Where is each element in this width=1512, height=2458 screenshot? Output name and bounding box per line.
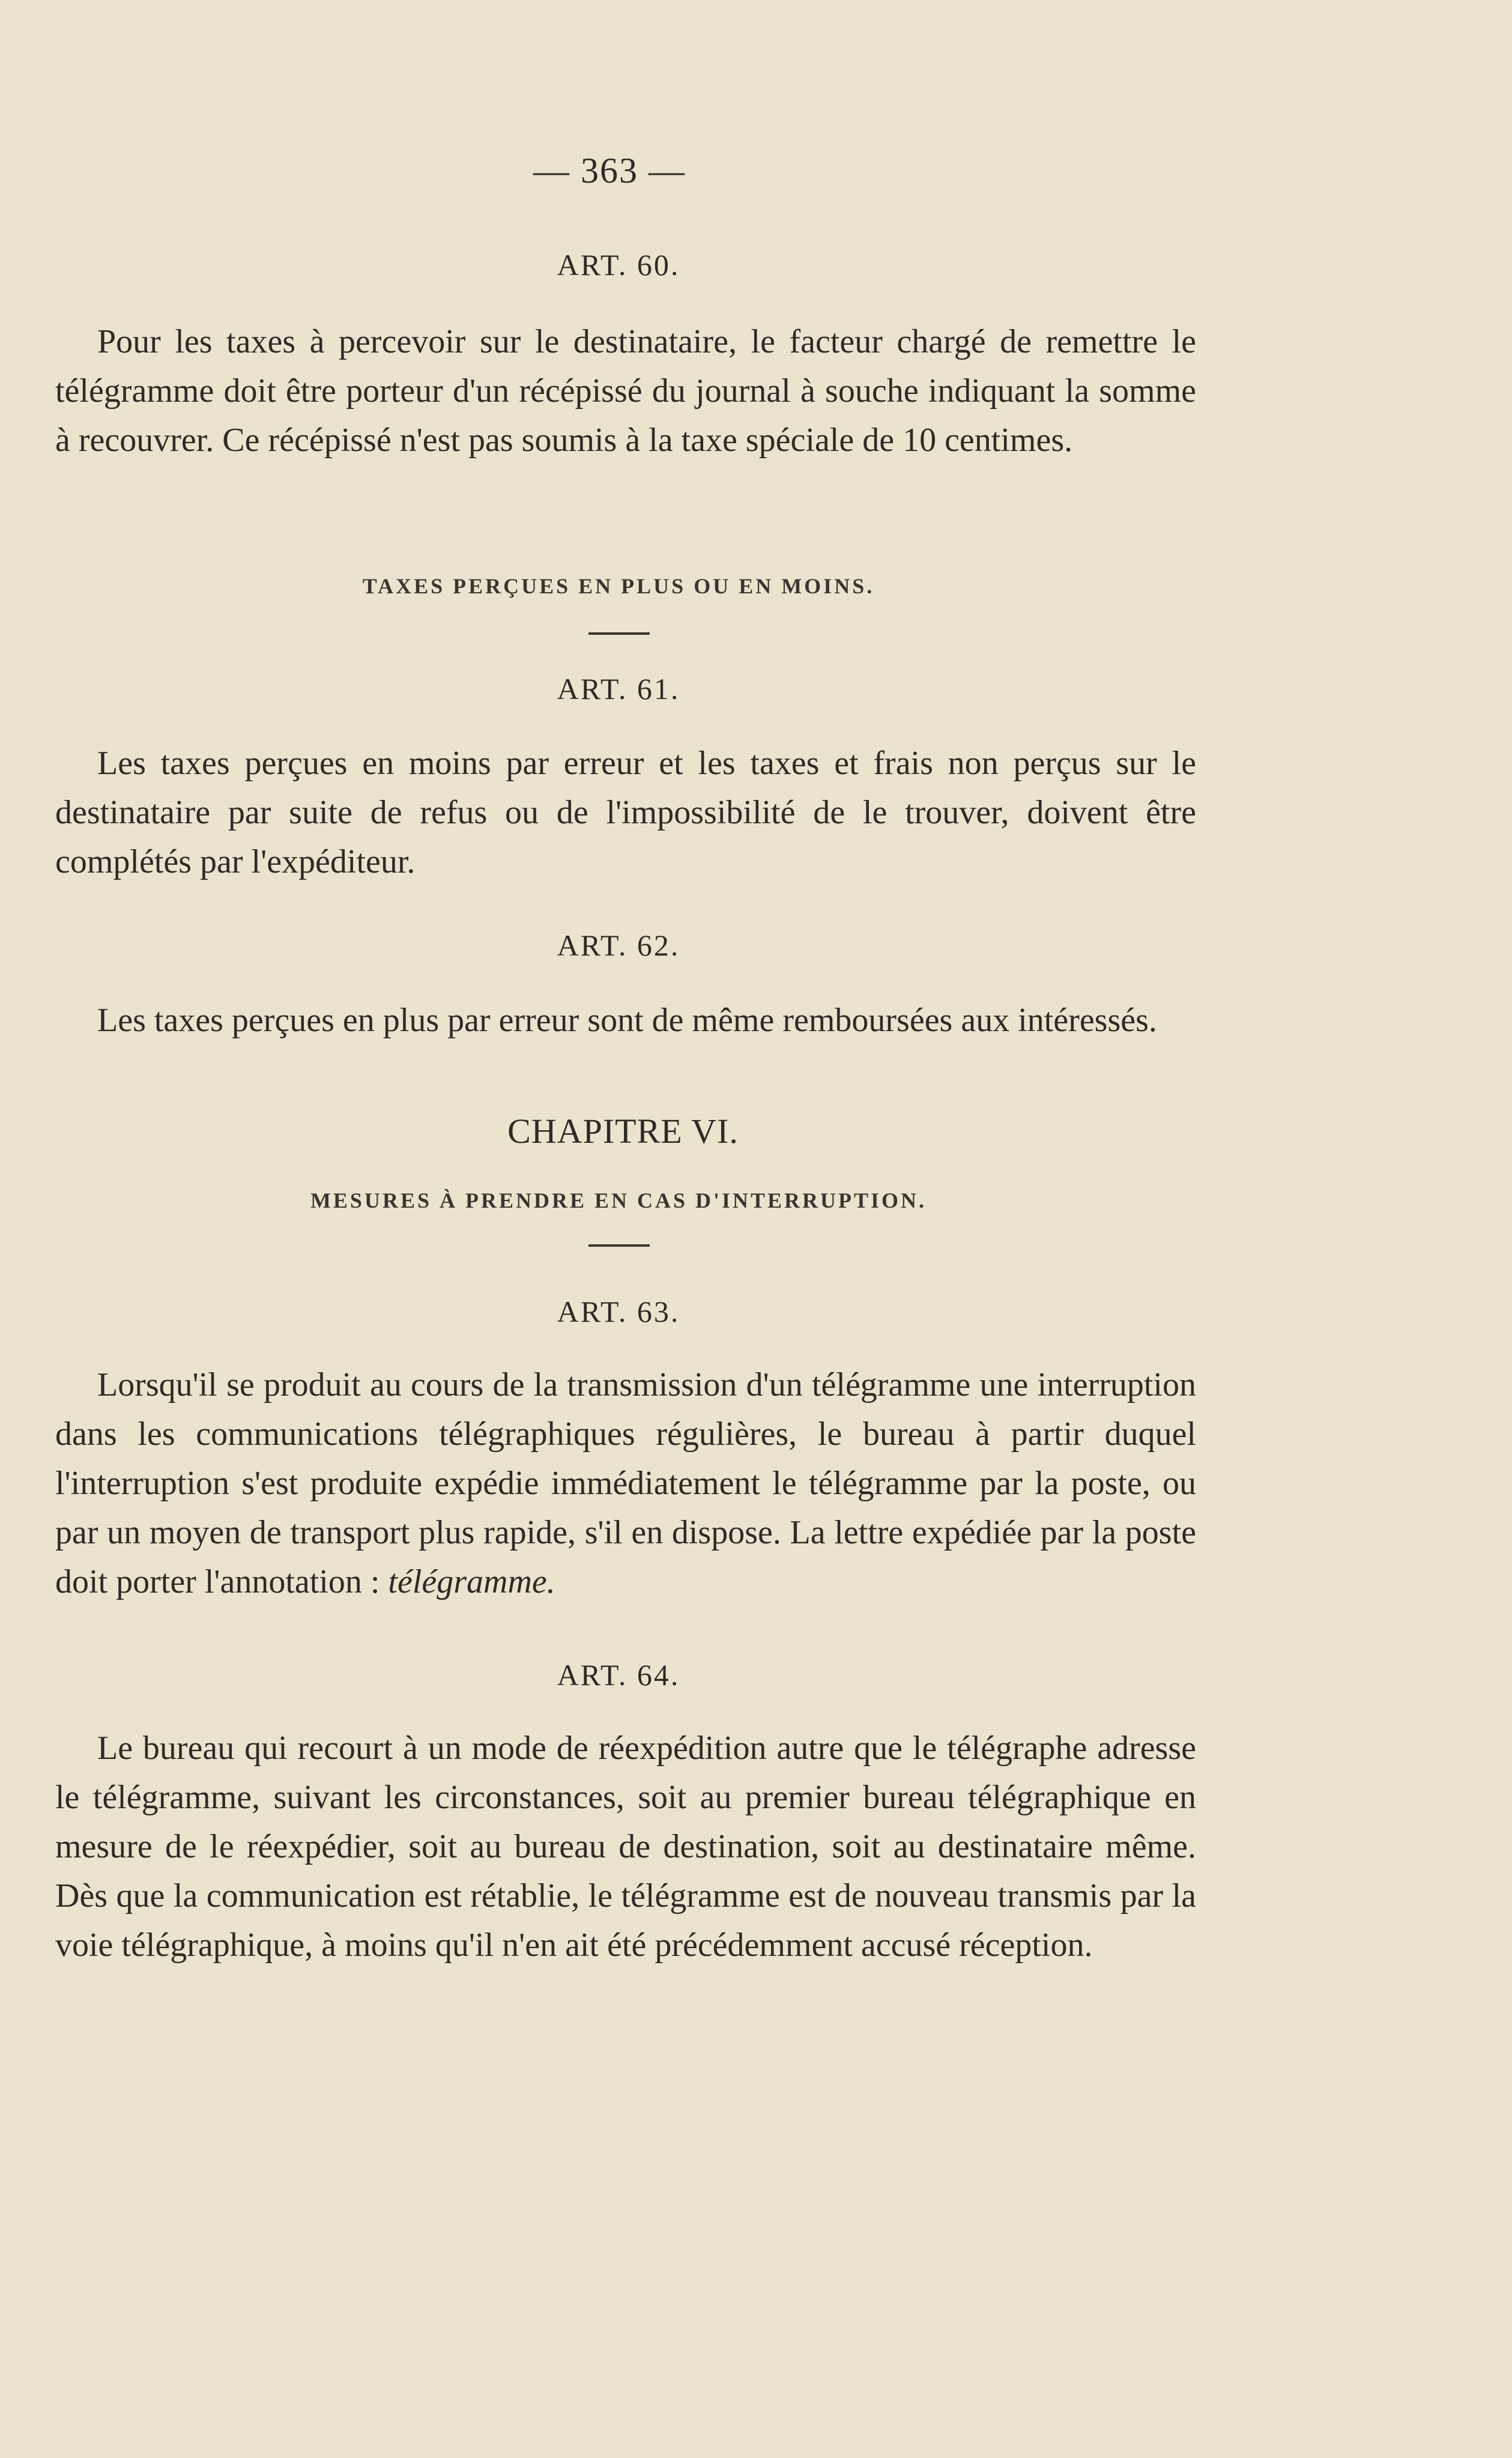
article-62-heading: ART. 62. (557, 928, 680, 962)
chapter-subtitle: MESURES À PRENDRE EN CAS D'INTERRUPTION. (310, 1188, 927, 1212)
article-61-text (55, 739, 1196, 886)
article-63-heading: ART. 63. (557, 1295, 680, 1328)
article-60-text (55, 317, 1196, 465)
article-63-body: Lorsqu'il se produit au cours de la transmission d'un télégramme une interruption dans les communications télégraphiques régulières, le bureau à partir duquel l'interruption s'est produite expédie immédiatement le télégramme par la poste, ou par un moyen de transport plus rapide, s'il en dispose. La lettre expédiée par la poste doit porter l'annotation : (55, 1366, 1196, 1600)
chapter-title: CHAPITRE VI. (507, 1112, 739, 1151)
article-64-text (55, 1724, 1196, 1970)
page-number: — 363 — (533, 151, 686, 190)
article-61-heading: ART. 61. (557, 672, 680, 706)
article-63-italic: télégramme. (388, 1563, 555, 1600)
article-63-text (55, 1360, 1196, 1606)
section-divider-1 (588, 632, 650, 635)
article-64-body: Le bureau qui recourt à un mode de réexpédition autre que le télégraphe adresse le télégramme, suivant les circonstances, soit au premier bureau télégraphique en mesure de le réexpédier, soit au bureau de destination, soit au destinataire même. Dès que la communication est rétablie, le télégramme est de nouveau transmis par la voie télégraphique, à moins qu'il n'en ait été précédemment accusé réception. (55, 1730, 1196, 1964)
article-60-heading: ART. 60. (557, 248, 680, 282)
section-title-taxes: TAXES PERÇUES EN PLUS OU EN MOINS. (362, 574, 875, 598)
article-64-heading: ART. 64. (557, 1658, 680, 1692)
article-62-text (55, 996, 1196, 1045)
article-61-body: Les taxes perçues en moins par erreur et les taxes et frais non perçus sur le destinataire par suite de refus ou de l'impossibilité de le trouver, doivent être complétés par l'expéditeur. (55, 745, 1196, 880)
section-divider-2 (588, 1244, 650, 1247)
article-62-body: Les taxes perçues en plus par erreur sont de même remboursées aux intéressés. (97, 1002, 1157, 1039)
article-60-body: Pour les taxes à percevoir sur le destinataire, le facteur chargé de remettre le télégramme doit être porteur d'un récépissé du journal à souche indiquant la somme à recouvrer. Ce récépissé n'est pas soumis à la taxe spéciale de 10 centimes. (55, 323, 1196, 459)
